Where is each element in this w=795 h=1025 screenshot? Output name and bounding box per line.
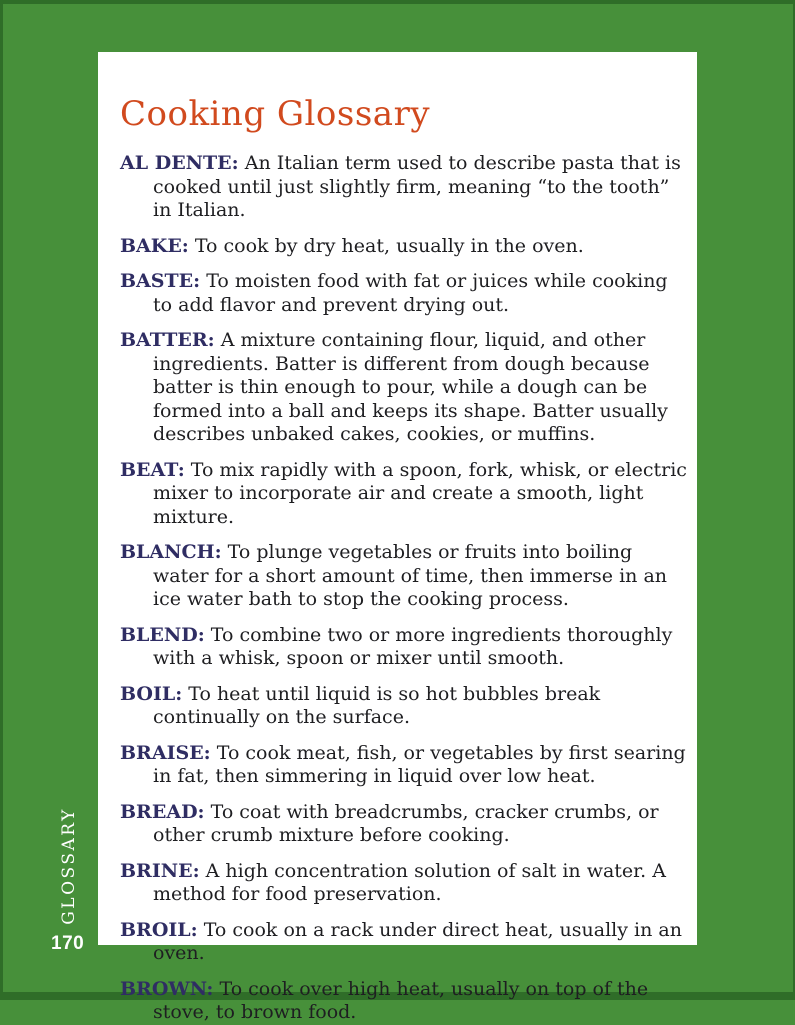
glossary-term: BATTER: (120, 329, 215, 351)
glossary-entry (120, 152, 687, 223)
glossary-definition: To cook by dry heat, usually in the oven. (188, 234, 584, 257)
glossary-definition: To moisten food with fat or juices while cooking to add flavor and prevent drying out. (153, 270, 668, 316)
glossary-entry (120, 624, 687, 671)
glossary-entry (120, 270, 687, 317)
glossary-entry (120, 742, 687, 789)
glossary-term: BREAD: (120, 800, 205, 823)
glossary-term: BRAISE: (120, 741, 211, 764)
glossary-term: BAKE: (120, 234, 189, 257)
glossary-definition: To heat until liquid is so hot bubbles break continually on the surface. (153, 682, 601, 728)
glossary-definition: To cook on a rack under direct heat, usually in an oven. (153, 918, 682, 964)
glossary-term: BASTE: (120, 270, 201, 292)
glossary-term: BLEND: (120, 623, 205, 646)
page-number: 170 (51, 933, 85, 954)
glossary-term: AL DENTE: (120, 152, 239, 174)
glossary-term: BROIL: (120, 918, 198, 941)
glossary-entry (120, 459, 687, 530)
glossary-definition: To cook over high heat, usually on top of the stove, to brown food. (153, 977, 649, 1023)
glossary-entry (120, 541, 687, 612)
glossary-term: BROWN: (120, 977, 214, 1000)
glossary-entry (120, 235, 687, 259)
page-content-area (98, 52, 697, 1023)
glossary-entry (120, 329, 687, 447)
glossary-term: BOIL: (120, 682, 183, 705)
glossary-list (120, 152, 687, 1025)
glossary-term: BEAT: (120, 458, 185, 481)
glossary-entry (120, 978, 687, 1025)
sidebar-glossary-label: GLOSSARY (59, 807, 79, 925)
glossary-entry (120, 801, 687, 848)
glossary-definition: An Italian term used to describe pasta that is cooked until just slightly firm, meaning “to the tooth” in Italian. (153, 152, 681, 221)
glossary-entry (120, 860, 687, 907)
glossary-definition: To mix rapidly with a spoon, fork, whisk, or electric mixer to incorporate air and create a smooth, light mixture. (153, 458, 687, 528)
glossary-entry (120, 683, 687, 730)
glossary-term: BRINE: (120, 859, 200, 882)
glossary-definition: To coat with breadcrumbs, cracker crumbs, or other crumb mixture before cooking. (153, 800, 659, 846)
glossary-definition: A high concentration solution of salt in water. A method for food preservation. (153, 859, 666, 905)
glossary-definition: To plunge vegetables or fruits into boiling water for a short amount of time, then immerse in an ice water bath to stop the cooking process. (153, 541, 668, 610)
glossary-definition: To combine two or more ingredients thoroughly with a whisk, spoon or mixer until smooth. (153, 623, 673, 669)
glossary-definition: To cook meat, fish, or vegetables by first searing in fat, then simmering in liquid over low heat. (153, 741, 686, 787)
glossary-term: BLANCH: (120, 541, 222, 563)
glossary-definition: A mixture containing flour, liquid, and other ingredients. Batter is different from dough because batter is thin enough to pour, while a dough can be formed into a ball and keeps its shape. Batter usually describes unbaked cakes, cookies, or muffins. (153, 329, 668, 445)
glossary-entry (120, 919, 687, 966)
page-title: Cooking Glossary (120, 94, 431, 134)
